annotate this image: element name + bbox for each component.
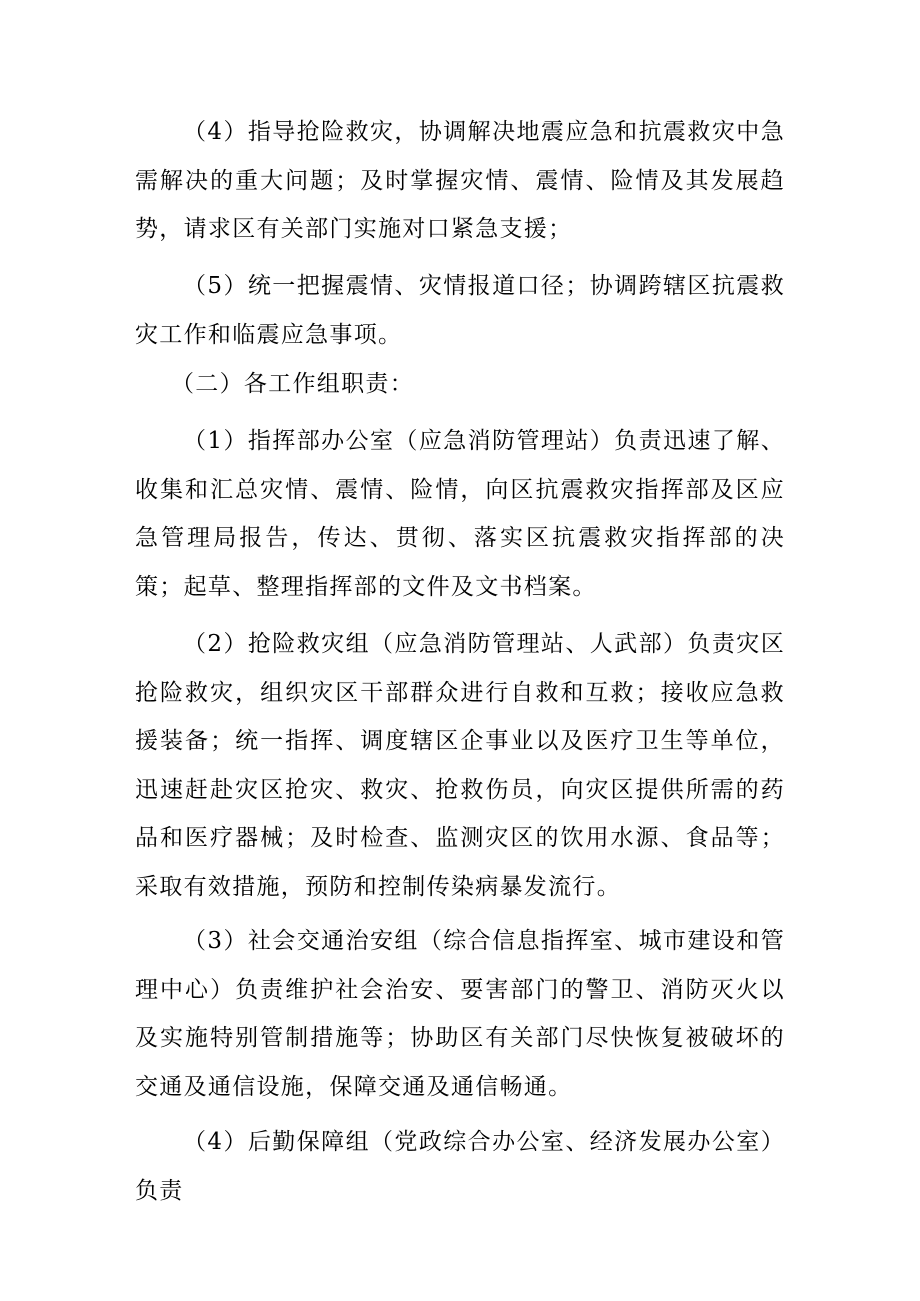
paragraph-command-duty-4: （4）指导抢险救灾，协调解决地震应急和抗震救灾中急需解决的重大问题；及时掌握灾情、震情、险情及其发展趋势，请求区有关部门实施对口紧急支援； [135, 119, 785, 243]
paragraph-group-duty-1: （1）指挥部办公室（应急消防管理站）负责迅速了解、收集和汇总灾情、震情、险情，向区抗震救灾指挥部及区应急管理局报告，传达、贯彻、落实区抗震救灾指挥部的决策；起草、整理指挥部的文件及文书档案。 [135, 428, 785, 600]
section-heading-work-groups: （二）各工作组职责： [171, 371, 414, 397]
paragraph-group-duty-3: （3）社会交通治安组（综合信息指挥室、城市建设和管理中心）负责维护社会治安、要害部门的警卫、消防灭火以及实施特别管制措施等；协助区有关部门尽快恢复被破坏的交通及通信设施，保障交通及通信畅通。 [135, 928, 785, 1100]
paragraph-command-duty-5: （5）统一把握震情、灾情报道口径；协调跨辖区抗震救灾工作和临震应急事项。 [135, 273, 785, 348]
paragraph-group-duty-2: （2）抢险救灾组（应急消防管理站、人武部）负责灾区抢险救灾，组织灾区干部群众进行自救和互救；接收应急救援装备；统一指挥、调度辖区企事业以及医疗卫生等单位，迅速赶赴灾区抢灾、救灾、抢救伤员，向灾区提供所需的药品和医疗器械；及时检查、监测灾区的饮用水源、食品等；采取有效措施，预防和控制传染病暴发流行。 [135, 631, 785, 900]
paragraph-group-duty-4: （4）后勤保障组（党政综合办公室、经济发展办公室）负责 [135, 1129, 785, 1204]
